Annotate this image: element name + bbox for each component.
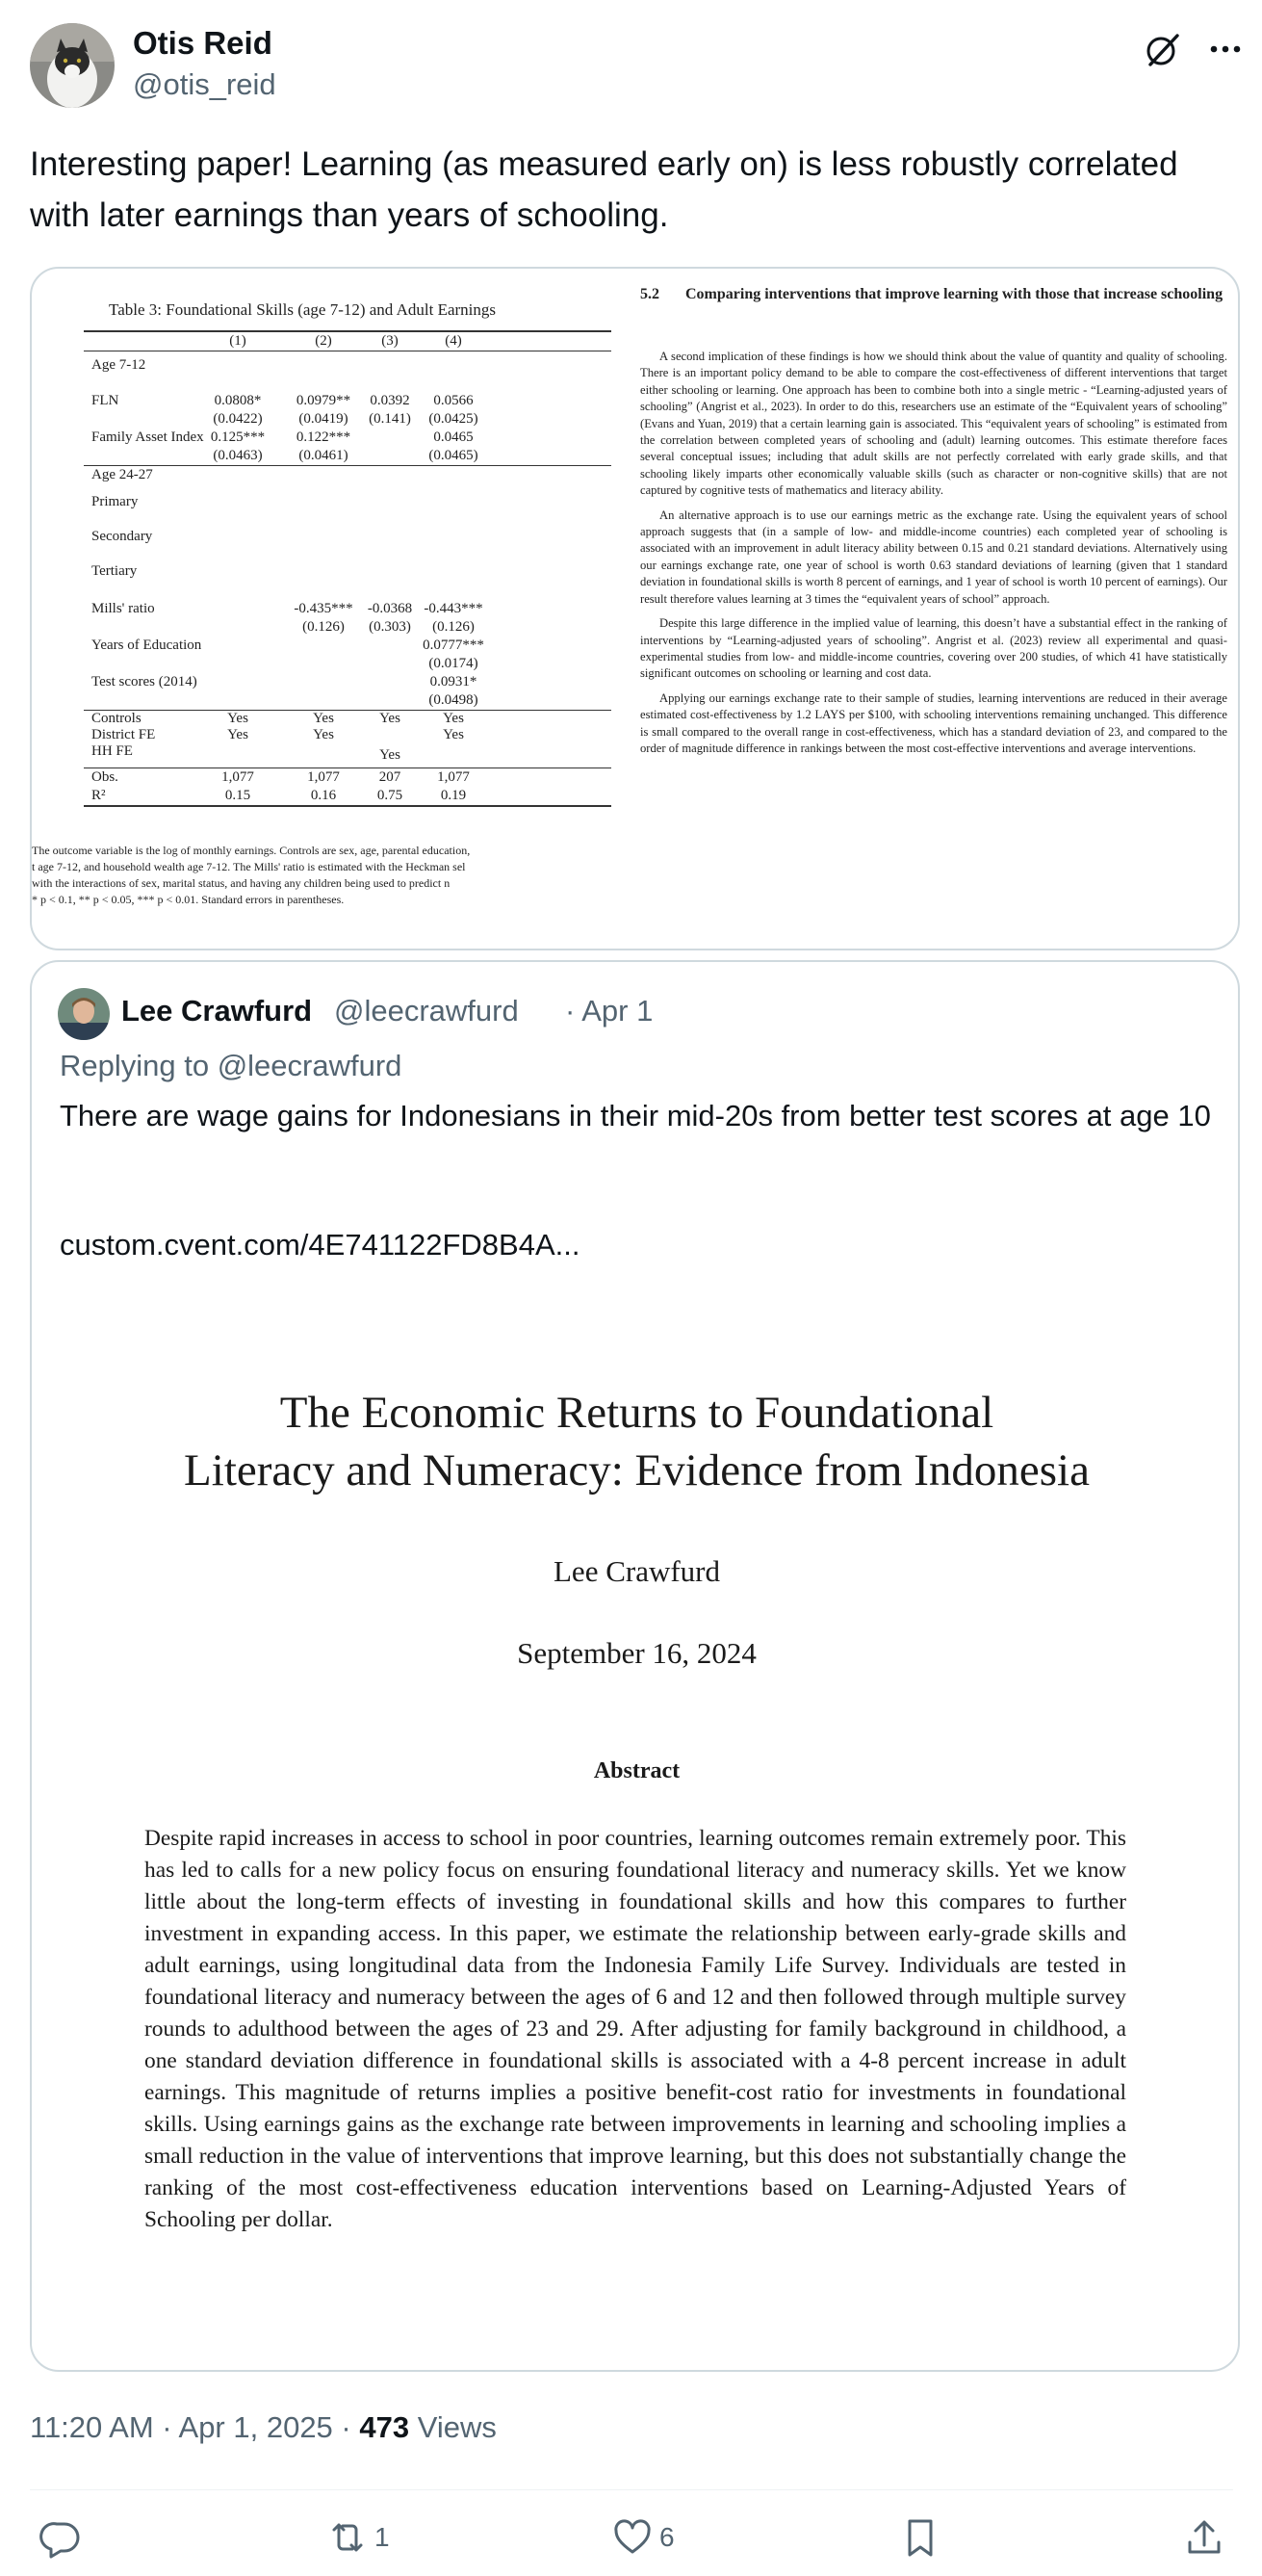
retweet-count: 1 [374, 2522, 390, 2552]
table-cell: 0.15 [224, 788, 251, 803]
table-row [84, 466, 611, 484]
abstract-heading: Abstract [593, 1758, 681, 1783]
row-label: HH FE [91, 743, 133, 759]
section-body [640, 349, 1227, 765]
table-row [84, 519, 611, 554]
table-row [84, 410, 611, 429]
table-row [84, 673, 611, 691]
col-header: (4) [445, 333, 462, 349]
table-row [84, 787, 611, 805]
table-spacer [84, 588, 611, 600]
table-cell: 0.0566 [433, 393, 474, 408]
reply-icon [39, 2516, 82, 2559]
table-cell: (0.0498) [428, 692, 478, 708]
table-cell: -0.435*** [294, 601, 353, 616]
table-cell: Yes [379, 711, 400, 726]
paper-title [32, 1384, 1240, 1499]
retweet-button[interactable] [326, 2509, 390, 2566]
table-cell: 0.122*** [296, 429, 351, 445]
paper-title-line: Literacy and Numeracy: Evidence from Indonesia [184, 1445, 1090, 1496]
table-row [84, 554, 611, 588]
table-row [84, 447, 611, 465]
table-row [84, 637, 611, 655]
table-cell: (0.0419) [298, 411, 348, 427]
table-cell: 1,077 [307, 769, 340, 785]
table-cell: (0.0465) [428, 448, 478, 463]
table-row [84, 711, 611, 727]
views-label: Views [409, 2410, 497, 2444]
reply-button[interactable] [39, 2509, 82, 2566]
table-cell: Yes [227, 727, 248, 742]
table-cell: (0.303) [369, 619, 411, 635]
tweet-text: Interesting paper! Learning (as measured early on) is less robustly correlated with later earnings than years of schooling. [30, 145, 1178, 234]
like-count: 6 [659, 2522, 675, 2552]
table-row [84, 429, 611, 447]
table-row [84, 618, 611, 637]
table-cell: Yes [313, 727, 334, 742]
col-header: (1) [229, 333, 246, 349]
tweet-image[interactable] [30, 267, 1240, 950]
table-cell: 0.125*** [210, 429, 266, 445]
table-row [84, 768, 611, 787]
table-cell: -0.0368 [367, 601, 413, 616]
table-cell: 0.0392 [370, 393, 410, 408]
quoted-tweet[interactable] [30, 960, 1240, 2372]
row-label: FLN [91, 393, 119, 408]
bookmark-icon [899, 2516, 941, 2559]
paper-title-line: The Economic Returns to Foundational [279, 1388, 994, 1438]
paragraph: An alternative approach is to use our earnings metric as the exchange rate. Using the equivalent years of school approach suggests that (in a sample of low- and middle-income countries) each completed year of schooling is associated with an improvement in adult literacy ability between 0.15 and 0.21 standard deviations. Alternatively using our earnings exchange rate, one year of school is worth 0.63 standard deviations of learning (given that 1 standard deviation in foundational skills is worth 8 percent of earnings, and 1 year of school is worth 10 percent of earnings). Our result therefore values learning at 3 times the “equivalent years of school” approach. [640, 507, 1227, 606]
row-label: Age 24-27 [91, 467, 153, 482]
row-label: R² [91, 788, 106, 803]
action-bar [30, 2509, 1233, 2566]
timestamp[interactable]: 11:20 AM · Apr 1, 2025 [30, 2410, 333, 2444]
row-label: Primary [91, 494, 139, 509]
row-label: Test scores (2014) [91, 674, 197, 690]
section-title: Comparing interventions that improve learning with those that increase schooling [685, 286, 1223, 302]
table-cell: (0.126) [302, 619, 345, 635]
more-options-icon[interactable] [1204, 28, 1247, 70]
row-label: Years of Education [91, 637, 202, 653]
table-cell: (0.0461) [298, 448, 348, 463]
table-cell: (0.0174) [428, 656, 478, 671]
table-notes [32, 843, 648, 908]
table-row [84, 484, 611, 519]
retweet-icon [326, 2516, 369, 2559]
quote-text: There are wage gains for Indonesians in their mid-20s from better test scores at age 10 [60, 1099, 1211, 1132]
table-cell: 0.0931* [429, 674, 477, 690]
views-count: 473 [359, 2410, 410, 2444]
quote-date[interactable]: · Apr 1 [565, 994, 654, 1028]
quote-author-handle[interactable]: @leecrawfurd [334, 994, 519, 1028]
note-line: with the interactions of sex, marital status, and having any children being used to predict n [32, 876, 451, 890]
abstract-text: Despite rapid increases in access to school in poor countries, learning outcomes remain extremely poor. This has led to calls for a new policy focus on ensuring foundational literacy and numeracy skills. Yet we know little about the long-term effects of investing in foundational skills and how this compares to further investment in expanding access. In this paper, we estimate the relationship between early-grade skills and adult earnings, using longitudinal data from the Indonesia Family Life Survey. Individuals are tested in foundational literacy and numeracy between the ages of 6 and 12 and then followed through multiple survey rounds to adulthood between the ages of 23 and 29. After adjusting for family background in childhood, a one standard deviation difference in foundational skills is associated with a 4-8 percent increase in adult earnings. This magnitude of returns implies a positive benefit-cost ratio for investments in foundational skills. Using earnings gains as the exchange rate between improvements in learning and schooling implies a small reduction in the value of interventions that improve learning, but this does not substantially change the ranking of the most cost-effectiveness education interventions based on Learning-Adjusted Years of Schooling per dollar. [144, 1826, 1126, 2232]
quote-author-avatar[interactable] [58, 988, 110, 1040]
table-cell: 207 [378, 769, 401, 785]
quote-link[interactable]: custom.cvent.com/4E741122FD8B4A... [60, 1228, 580, 1262]
table-title: Table 3: Foundational Skills (age 7-12) and Adult Earnings [109, 300, 497, 319]
col-header: (3) [381, 333, 399, 349]
table-cell: Yes [443, 711, 464, 726]
author-name[interactable]: Otis Reid [133, 25, 272, 61]
table-cell: 0.75 [376, 788, 403, 803]
share-button[interactable] [1183, 2509, 1225, 2566]
row-label: Obs. [91, 769, 118, 785]
row-label: Age 7-12 [91, 357, 146, 373]
paper-date: September 16, 2024 [517, 1636, 757, 1670]
row-label: Mills' ratio [91, 601, 155, 616]
table-cell: 0.0979** [296, 393, 351, 408]
divider [30, 2489, 1233, 2490]
table-row [84, 392, 611, 410]
table-cell: (0.0463) [213, 448, 263, 463]
table-cell: Yes [313, 711, 334, 726]
bookmark-button[interactable] [899, 2509, 941, 2566]
table-cell: 0.0808* [214, 393, 262, 408]
table-cell: 0.0777*** [423, 637, 484, 653]
table-cell: Yes [443, 727, 464, 742]
col-header: (2) [315, 333, 332, 349]
row-label: Tertiary [91, 563, 138, 579]
table-cell: (0.0425) [428, 411, 478, 427]
note-line: * p < 0.1, ** p < 0.05, *** p < 0.01. Standard errors in parentheses. [32, 893, 345, 906]
author-handle[interactable]: @otis_reid [133, 67, 276, 101]
like-button[interactable] [611, 2509, 675, 2566]
paragraph: A second implication of these findings is how we should think about the value of quantity and quality of schooling. There is an important policy demand to be able to compare the cost-effectiveness of different interventions that target either schooling or learning. One approach has been to combine both into a single metric - “Learning-adjusted years of schooling” (Angrist et al., 2023). In order to do this, researchers use an estimate of the “Equivalent years of schooling” (Evans and Yuan, 2019) that a certain learning gain is associated. This “equivalent years of schooling” is estimated from the correlation between completed years of schooling and (adult) learning outcomes. This estimate therefore faces several conceptual issues; including that adult skills are not perfectly correlated with early grade skills, and that schooling likely imparts other economically valuable skills (such as character or non-cognitive skills) that are not captured by cognitive tests of mathematics and literacy ability. [640, 350, 1227, 498]
meta-separator: · [332, 2410, 360, 2444]
table-rule [84, 805, 611, 807]
table-cell: Yes [379, 747, 400, 763]
table-spacer [84, 378, 611, 392]
table-row [84, 655, 611, 673]
replying-to: Replying to @leecrawfurd [60, 1049, 402, 1082]
note-line: The outcome variable is the log of monthly earnings. Controls are sex, age, parental education, [32, 844, 471, 857]
table-row [84, 600, 611, 618]
table-row [84, 743, 611, 763]
paper-author: Lee Crawfurd [554, 1554, 720, 1588]
tweet-meta [30, 2410, 497, 2445]
quote-author-name[interactable]: Lee Crawfurd [121, 994, 313, 1028]
share-icon [1183, 2516, 1225, 2559]
section-number: 5.2 [640, 286, 659, 302]
row-label: Family Asset Index [91, 429, 204, 445]
table-header-row [84, 332, 611, 351]
row-label: District FE [91, 727, 156, 742]
table-cell: 1,077 [437, 769, 470, 785]
table-cell: 1,077 [221, 769, 254, 785]
heart-icon [611, 2516, 654, 2559]
regression-table [84, 330, 611, 807]
table-cell: Yes [227, 711, 248, 726]
row-label: Secondary [91, 529, 153, 544]
author-avatar[interactable] [30, 23, 115, 108]
table-cell: 0.16 [310, 788, 337, 803]
grok-icon[interactable] [1142, 28, 1184, 70]
table-cell: (0.126) [432, 619, 475, 635]
note-line: t age 7-12, and household wealth age 7-12. The Mills' ratio is estimated with the Heckman sel [32, 860, 466, 873]
paragraph: Applying our earnings exchange rate to their sample of studies, learning interventions are reduced in their average estimated cost-effectiveness by 1.2 LAYS per $100, with schooling interventions remaining unchanged. This difference is small compared to the overall range in cost-effectiveness, which has a standard deviation of 23, and compared to the order of magnitude difference in rankings between the most cost-effective interventions and average interventions. [640, 690, 1227, 755]
row-label: Controls [91, 711, 142, 726]
paragraph: Despite this large difference in the implied value of learning, this doesn’t have a substantial effect in the ranking of interventions by “Learning-adjusted years of schooling”. Angrist et al. (2023) review all experimental and quasi-experimental studies from low- and middle-income countries, covering over 200 studies, of which 41 have statistically significant outcomes on schooling or learning and cost data. [640, 616, 1227, 681]
table-row [84, 727, 611, 743]
table-spacer [84, 760, 611, 768]
table-cell: 0.0465 [433, 429, 474, 445]
tweet-header [30, 21, 1233, 110]
table-row [84, 351, 611, 378]
table-row [84, 691, 611, 710]
table-cell: (0.141) [369, 411, 411, 427]
table-cell: -0.443*** [424, 601, 483, 616]
table-cell: (0.0422) [213, 411, 263, 427]
table-cell: 0.19 [440, 788, 467, 803]
